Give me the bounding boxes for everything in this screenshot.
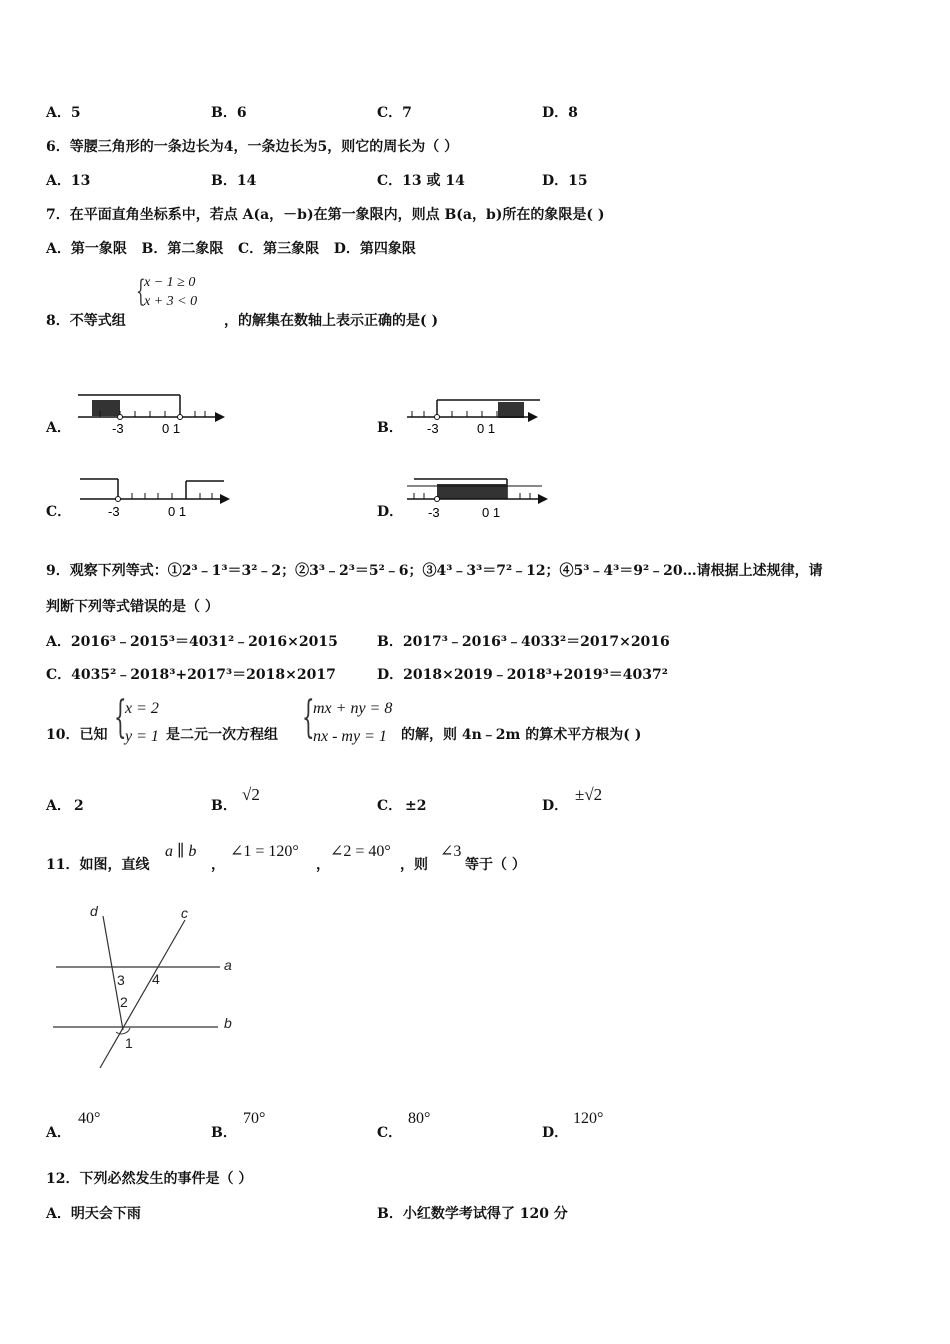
q10-mid: 是二元一次方程组: [166, 727, 278, 743]
q10-prefix: 10．已知: [46, 727, 108, 743]
q11-label-b: B．: [211, 1125, 237, 1141]
tick-label: -3: [427, 421, 439, 436]
q11-mid: ，则: [400, 857, 428, 873]
label-d: d: [90, 903, 98, 919]
tick-label: 0 1: [162, 421, 181, 436]
brace: {: [114, 692, 127, 743]
q11-sep-2: ，: [316, 857, 330, 873]
q10-label-a: A．: [46, 798, 71, 814]
q11-value-d: 120°: [573, 1110, 604, 1127]
q10-value-a: 2: [74, 798, 84, 814]
label-c: c: [181, 905, 188, 921]
brace: {: [302, 692, 315, 743]
q10-label-c: C．: [377, 798, 403, 814]
q10-label-b: B．: [211, 798, 237, 814]
q9-stem-2: 判断下列等式错误的是（ ）: [46, 599, 219, 615]
q8-system: [136, 276, 226, 316]
label-b: b: [224, 1015, 232, 1031]
q6-option-d: D．15: [542, 173, 588, 189]
q10-label-d: D．: [542, 798, 569, 814]
q11-label-a: A．: [46, 1125, 71, 1141]
q8-label-a: A．: [46, 420, 71, 436]
q10-value-b: √2: [242, 785, 260, 804]
q11-cond3: ∠2 = 40°: [330, 843, 391, 860]
tick-label: -3: [108, 504, 120, 519]
tick-label: 0 1: [168, 504, 187, 519]
q5-option-c: C．7: [377, 105, 412, 121]
label-a: a: [224, 957, 232, 973]
q8-prefix: 8．不等式组: [46, 313, 126, 329]
q10-sys-b1: mx + ny = 8: [313, 700, 393, 717]
q9-option-b: B．2017³﹣2016³﹣4033²＝2017×2016: [377, 634, 670, 650]
label-1: 1: [125, 1035, 133, 1051]
q10-value-c: ±2: [405, 798, 427, 814]
q5-option-d: D．8: [542, 105, 578, 121]
q11-sep: ，: [211, 857, 225, 873]
q8-suffix: ，的解集在数轴上表示正确的是( ): [224, 313, 439, 329]
q6-option-c: C．13 或 14: [377, 173, 465, 189]
q9-option-a: A．2016³﹣2015³＝4031²﹣2016×2015: [46, 634, 338, 650]
q10-sys-a2: y = 1: [125, 728, 159, 745]
q10-suffix: 的解，则 4n﹣2m 的算术平方根为( ): [401, 727, 642, 743]
q10-sys-a1: x = 2: [125, 700, 159, 717]
q11-cond1: a ∥ b: [165, 843, 197, 860]
q5-option-a: A．5: [46, 105, 81, 121]
q8-brace: {: [136, 274, 146, 309]
tick-label: 0 1: [482, 505, 501, 520]
q6-stem: 6．等腰三角形的一条边长为4，一条边长为5，则它的周长为（ ）: [46, 139, 459, 155]
q11-angle3: ∠3: [440, 843, 462, 860]
q7-stem: 7．在平面直角坐标系中，若点 A(a，－b)在第一象限内，则点 B(a，b)所在的象限是( ): [46, 207, 605, 223]
q11-value-a: 40°: [78, 1110, 101, 1127]
q11-suffix: 等于（ ）: [465, 857, 526, 873]
q6-option-b: B．14: [211, 173, 257, 189]
q10-sys-b2: nx - my = 1: [313, 728, 387, 745]
q5-option-b: B．6: [211, 105, 247, 121]
q9-stem: 9．观察下列等式：①2³﹣1³＝3²﹣2；②3³﹣2³＝5²﹣6；③4³﹣3³＝7²﹣12；④5³﹣4³＝9²﹣20…请根据上述规律，请: [46, 563, 823, 579]
q12-option-b: B．小红数学考试得了 120 分: [377, 1206, 568, 1222]
q8-numberline-b: [402, 390, 547, 438]
q8-numberline-c: [72, 472, 237, 522]
q8-sys-line1: x − 1 ≥ 0: [144, 275, 196, 290]
q11-prefix: 11．如图，直线: [46, 857, 150, 873]
q8-numberline-a: [70, 390, 230, 438]
label-2: 2: [120, 994, 128, 1010]
q10-system-b: [302, 692, 402, 750]
q8-numberline-d: [402, 472, 552, 522]
q11-label-d: D．: [542, 1125, 569, 1141]
tick-label: -3: [112, 421, 124, 436]
tick-label: 0 1: [477, 421, 496, 436]
q8-label-d: D．: [377, 504, 404, 520]
label-4: 4: [152, 971, 160, 987]
q12-option-a: A．明天会下雨: [46, 1206, 141, 1222]
q7-options: A．第一象限 B．第二象限 C．第三象限 D．第四象限: [46, 241, 416, 257]
q10-value-d: ±√2: [575, 785, 603, 804]
q11-value-c: 80°: [408, 1110, 431, 1127]
q8-label-c: C．: [46, 504, 72, 520]
q8-sys-line2: x + 3 < 0: [144, 294, 198, 309]
label-3: 3: [117, 972, 125, 988]
q8-label-b: B．: [377, 420, 403, 436]
q11-figure: [48, 900, 248, 1075]
tick-label: -3: [428, 505, 440, 520]
q12-stem: 12．下列必然发生的事件是（ ）: [46, 1171, 253, 1187]
q6-option-a: A．13: [46, 173, 91, 189]
q11-label-c: C．: [377, 1125, 403, 1141]
line-c: [100, 920, 185, 1068]
q11-value-b: 70°: [243, 1110, 266, 1127]
q9-option-d: D．2018×2019﹣2018³+2019³＝4037²: [377, 667, 668, 683]
q10-system-a: [114, 692, 166, 750]
q9-option-c: C．4035²﹣2018³+2017³＝2018×2017: [46, 667, 336, 683]
q11-cond2: ∠1 = 120°: [230, 843, 299, 860]
